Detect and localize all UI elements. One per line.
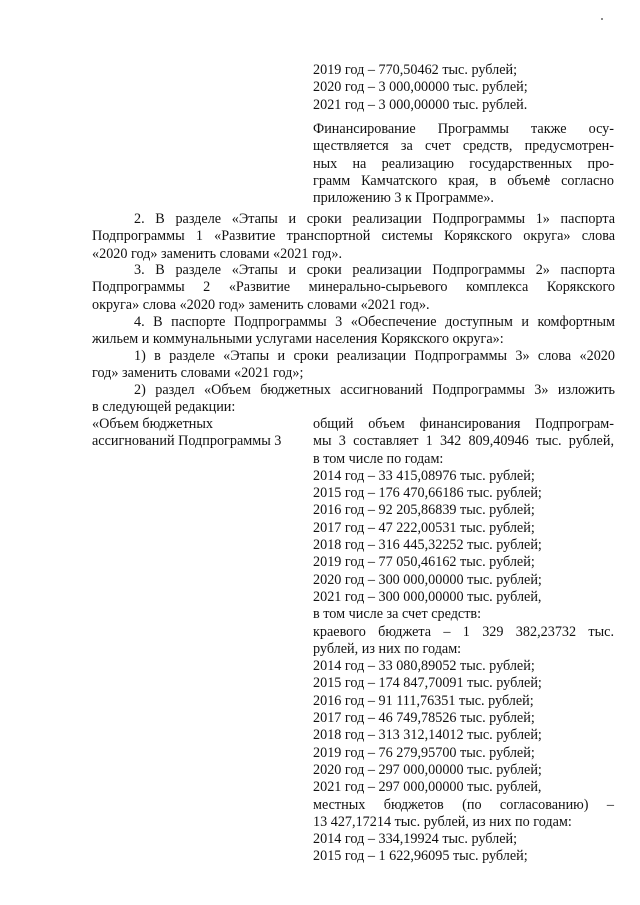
paragraph-line: Подпрограммы 1 «Развитие транспортной системы Корякского округа» слова — [92, 228, 615, 245]
funding-line: мы 3 составляет 1 342 809,40946 тыс. рублей, — [313, 433, 614, 450]
paragraph-4-1 — [92, 348, 615, 383]
paragraph-line: 4. В паспорте Подпрограммы 3 «Обеспечение доступным и комфортным — [134, 314, 615, 330]
funding-line: 2016 год – 91 111,76351 тыс. рублей; — [313, 692, 534, 709]
paragraph-line: жильем и коммунальными услугами населения Корякского округа»: — [92, 331, 504, 348]
financing-line: Финансирование Программы также осу- — [313, 121, 614, 137]
paragraph-4-2 — [92, 382, 615, 417]
paragraph-line: год» заменить словами «2021 год»; — [92, 365, 304, 382]
paragraph-2 — [92, 211, 615, 263]
funding-line: общий объем финансирования Подпрограм- — [313, 416, 614, 432]
scan-speck — [601, 18, 603, 20]
funding-line: 2020 год – 300 000,00000 тыс. рублей; — [313, 571, 542, 588]
funding-line: в том числе по годам: — [313, 450, 444, 467]
paragraph-4 — [92, 314, 615, 349]
funding-line: рублей, из них по годам: — [313, 640, 462, 657]
paragraph-line: Подпрограммы 2 «Развитие минерально-сырьевого комплекса Корякского — [92, 279, 615, 296]
table-right-content — [313, 416, 614, 866]
paragraph-line: «2020 год» заменить словами «2021 год». — [92, 245, 343, 262]
funding-line: 2015 год – 176 470,66186 тыс. рублей; — [313, 485, 542, 502]
financing-line: ществляется за счет средств, предусмотрен- — [313, 138, 614, 155]
label-line: «Объем бюджетных — [92, 416, 214, 432]
financing-line: ных на реализацию государственных про- — [313, 155, 614, 172]
paragraph-line: 2) раздел «Объем бюджетных ассигнований Подпрограммы 3» изложить — [134, 382, 615, 398]
funding-line: в том числе за счет средств: — [313, 606, 482, 623]
financing-line: грамм Камчатского края, в объеме согласно — [313, 172, 614, 189]
funding-line: 2014 год – 33 415,08976 тыс. рублей; — [313, 467, 535, 484]
funding-line: 2015 год – 1 622,96095 тыс. рублей; — [313, 848, 528, 865]
funding-line: 2016 год – 92 205,86839 тыс. рублей; — [313, 502, 535, 519]
top-budget-years — [313, 62, 613, 114]
funding-line: 2014 год – 334,19924 тыс. рублей; — [313, 831, 518, 848]
paragraph-line: 1) в разделе «Этапы и сроки реализации Подпрограммы 3» слова «2020 — [134, 348, 615, 364]
funding-line: 2017 год – 47 222,00531 тыс. рублей; — [313, 519, 535, 536]
paragraph-line: округа» слова «2020 год» заменить словами «2021 год». — [92, 296, 430, 313]
funding-line: 2019 год – 76 279,95700 тыс. рублей; — [313, 744, 535, 761]
funding-line: 2014 год – 33 080,89052 тыс. рублей; — [313, 658, 535, 675]
financing-line: приложению 3 к Программе». — [313, 190, 494, 207]
table-left-label — [92, 416, 307, 451]
paragraph-line: 3. В разделе «Этапы и сроки реализации Подпрограммы 2» паспорта — [134, 262, 615, 278]
financing-note — [313, 121, 614, 207]
budget-line: 2020 год – 3 000,00000 тыс. рублей; — [313, 79, 528, 96]
funding-line: 2018 год – 313 312,14012 тыс. рублей; — [313, 727, 542, 744]
label-line: ассигнований Подпрограммы 3 — [92, 433, 282, 450]
funding-line: 2021 год – 300 000,00000 тыс. рублей, — [313, 588, 542, 605]
paragraph-line: 2. В разделе «Этапы и сроки реализации Подпрограммы 1» паспорта — [134, 211, 615, 227]
funding-line: 2020 год – 297 000,00000 тыс. рублей; — [313, 761, 542, 778]
funding-line: 2021 год – 297 000,00000 тыс. рублей, — [313, 779, 542, 796]
budget-line: 2019 год – 770,50462 тыс. рублей; — [313, 62, 518, 78]
funding-line: краевого бюджета – 1 329 382,23732 тыс. — [313, 623, 614, 640]
funding-line: 2017 год – 46 749,78526 тыс. рублей; — [313, 710, 535, 727]
funding-line: 2015 год – 174 847,70091 тыс. рублей; — [313, 675, 542, 692]
budget-line: 2021 год – 3 000,00000 тыс. рублей. — [313, 96, 528, 113]
funding-line: 2019 год – 77 050,46162 тыс. рублей; — [313, 554, 535, 571]
funding-line: местных бюджетов (по согласованию) – — [313, 796, 614, 813]
funding-line: 2018 год – 316 445,32252 тыс. рублей; — [313, 537, 542, 554]
paragraph-line: в следующей редакции: — [92, 399, 236, 416]
paragraph-3 — [92, 262, 615, 314]
funding-line: 13 427,17214 тыс. рублей, из них по годам: — [313, 813, 572, 830]
